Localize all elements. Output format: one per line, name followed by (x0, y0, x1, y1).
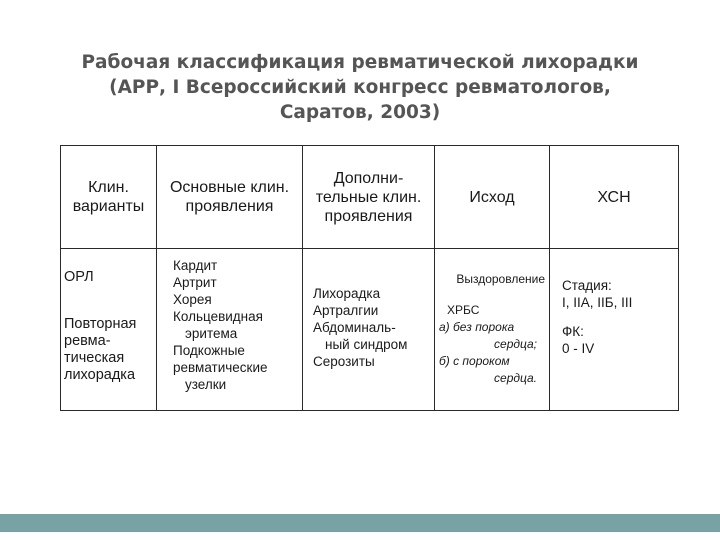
header-main-manifestations: Основные клин. проявления (157, 146, 303, 249)
header-outcome: Исход (435, 146, 550, 249)
cell-variants: ОРЛ Повторная ревма- тическая лихорадка (61, 249, 157, 411)
classification-table (60, 145, 679, 411)
stage-values: I, IIА, IIБ, III (562, 295, 633, 310)
fk-label: ФК: (562, 324, 584, 339)
cell-hsn (550, 249, 679, 411)
cell-additional-manifestations: Лихорадка Артралгии Абдоминаль- ный синдром Серозиты (303, 249, 435, 411)
title-line-2: (АРР, I Всероссийский конгресс ревматологов, (109, 77, 611, 98)
header-additional-manifestations: Дополни- тельные клин. проявления (303, 146, 435, 249)
stage-label: Стадия: (562, 278, 612, 293)
fk-values: 0 - IV (562, 341, 595, 356)
cell-main-manifestations: Кардит Артрит Хорея Кольцевидная эритема Подкожные ревматические узелки (157, 249, 303, 411)
header-clinical-variants: Клин. варианты (61, 146, 157, 249)
table-body-row (61, 249, 679, 411)
variant-orl: ОРЛ (64, 269, 94, 285)
slide-title (60, 50, 660, 125)
title-line-3: Саратов, 2003) (279, 102, 441, 123)
title-line-1: Рабочая классификация ревматической лихорадки (81, 52, 639, 73)
bottom-bar (0, 514, 720, 532)
header-hsn: ХСН (550, 146, 679, 249)
cell-outcome: Выздоровление ХРБС а) без порока сердца; б) с пороком сердца. (435, 249, 550, 411)
table-header-row (61, 146, 679, 249)
